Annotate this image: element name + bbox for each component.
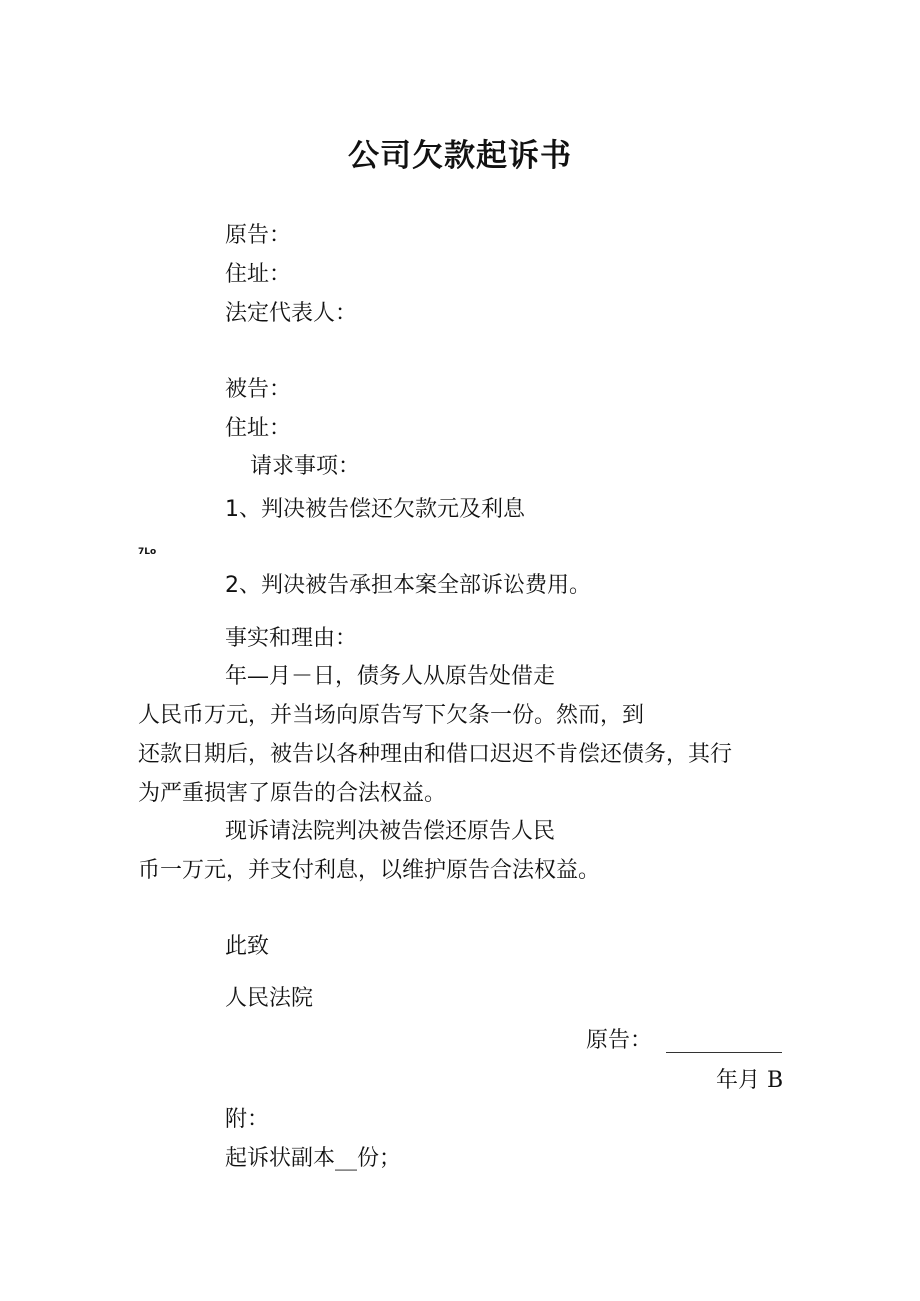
request-line-2: 币一万元，并支付利息，以维护原告合法权益。 (138, 858, 601, 883)
salutation: 此致 (225, 934, 270, 959)
court-name: 人民法院 (225, 986, 314, 1011)
signature-label: 原告： (586, 1028, 653, 1053)
plaintiff-address-label: 住址： (225, 262, 292, 287)
attachments-heading: 附： (225, 1107, 270, 1132)
document-title: 公司欠款起诉书 (348, 138, 572, 174)
claims-heading: 请求事项： (250, 454, 361, 479)
defendant-address-label: 住址： (225, 416, 292, 441)
plaintiff-label: 原告： (225, 223, 292, 248)
attachment-item: 起诉状副本__份； (225, 1146, 402, 1171)
facts-line-3: 还款日期后，被告以各种理由和借口迟迟不肯偿还债务，其行 (138, 742, 733, 767)
request-line-1: 现诉请法院判决被告偿还原告人民 (225, 819, 556, 844)
facts-line-2: 人民币万元，并当场向原告写下欠条一份。然而，到 (138, 703, 645, 728)
signature-line (666, 1052, 782, 1053)
legal-representative-label: 法定代表人： (225, 301, 358, 326)
facts-line-4: 为严重损害了原告的合法权益。 (138, 781, 447, 806)
facts-line-1: 年—月－日，债务人从原告处借走 (225, 664, 556, 689)
claim-item-1: 1、判决被告偿还欠款元及利息 (225, 497, 525, 522)
claim-item-2: 2、判决被告承担本案全部诉讼费用。 (225, 573, 591, 598)
defendant-label: 被告： (225, 377, 292, 402)
facts-heading: 事实和理由： (225, 626, 358, 651)
date-label: 年月 B (716, 1068, 784, 1093)
margin-note: 7Lo (138, 547, 157, 557)
